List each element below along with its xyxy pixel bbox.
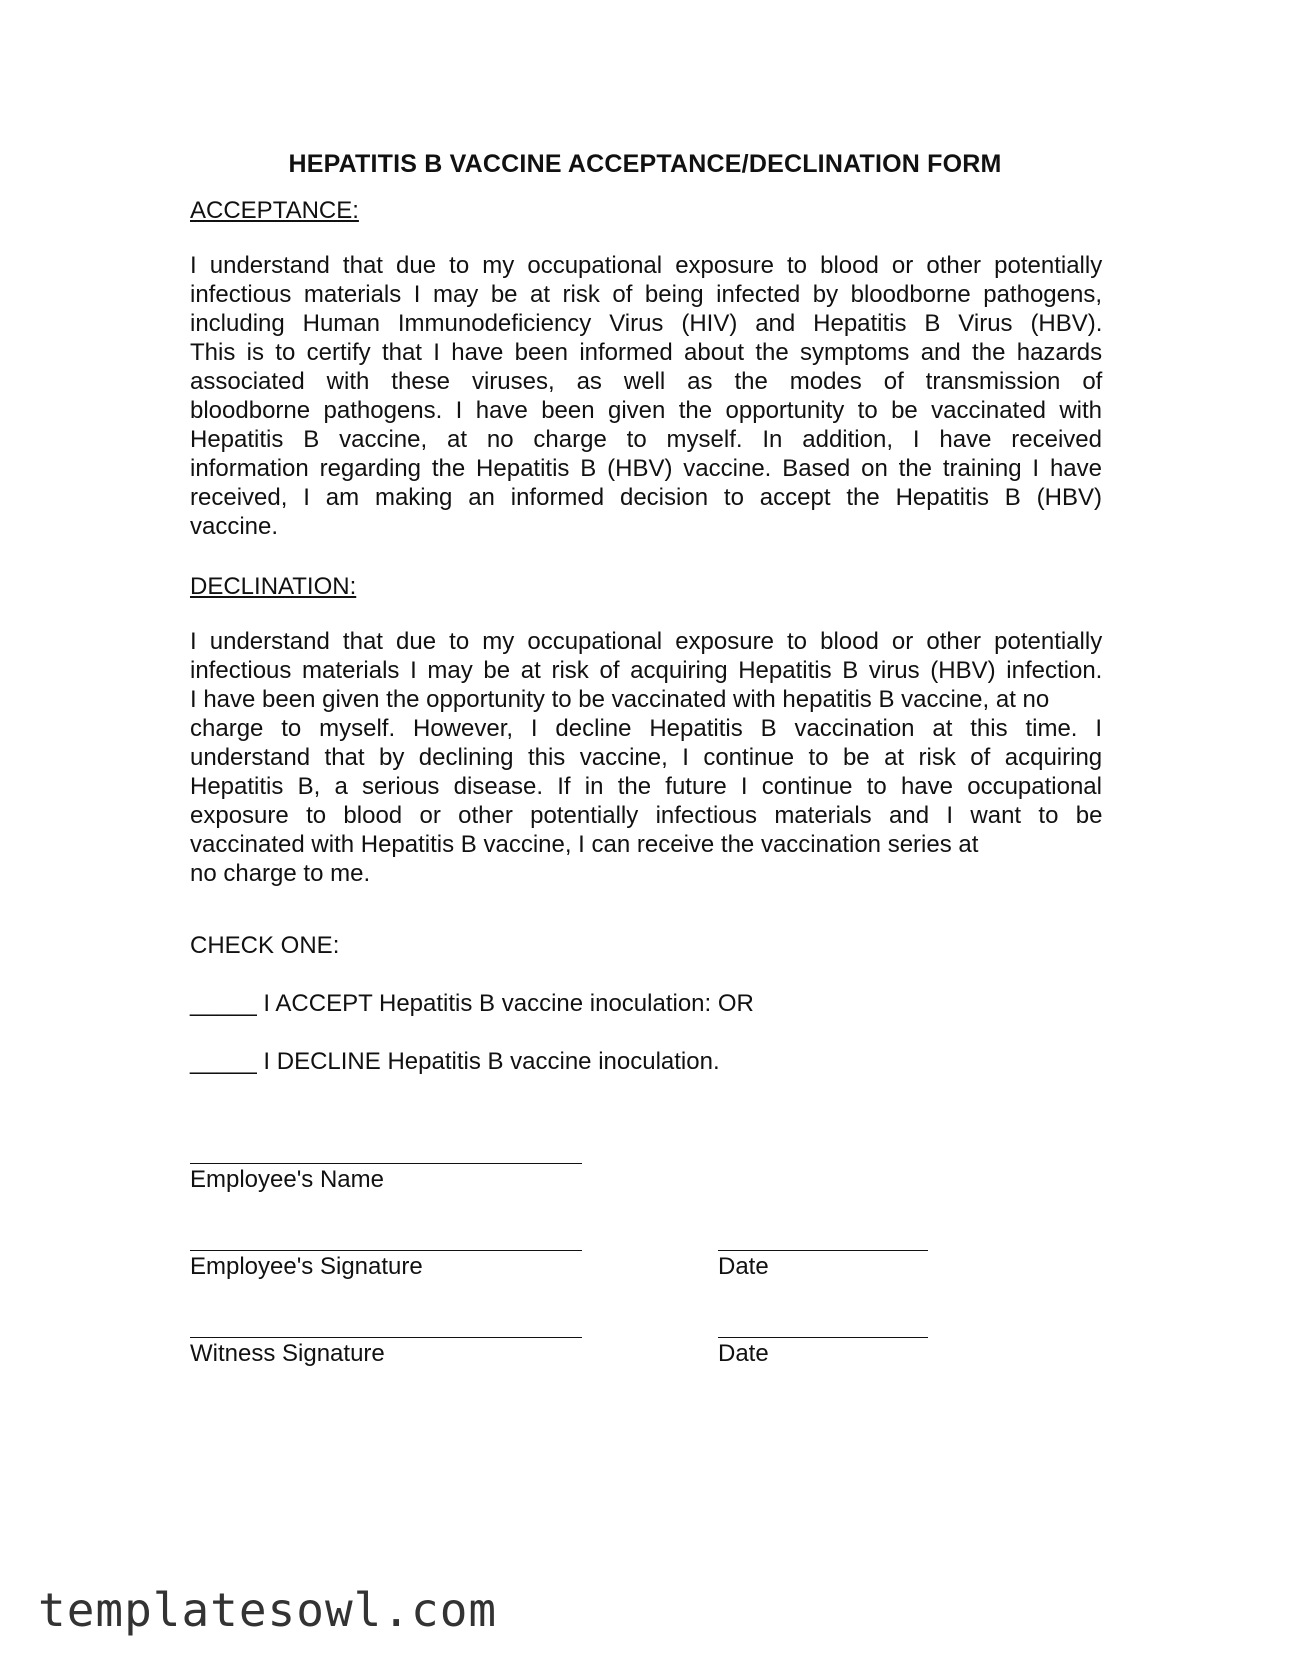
acceptance-line: bloodborne pathogens. I have been given the opportunity to be vaccinated with xyxy=(190,397,1102,424)
declination-line: charge to myself. However, I decline Hepatitis B vaccination at this time. I xyxy=(190,715,1102,742)
witness-signature-label: Witness Signature xyxy=(190,1340,385,1367)
declination-line: I have been given the opportunity to be vaccinated with hepatitis B vaccine, at no xyxy=(190,686,1050,713)
acceptance-line: vaccine. xyxy=(190,513,279,540)
employee-signature-line[interactable] xyxy=(190,1250,582,1251)
check-one-heading: CHECK ONE: xyxy=(190,932,340,959)
declination-line: no charge to me. xyxy=(190,860,371,887)
acceptance-line: including Human Immunodeficiency Virus (HIV) and Hepatitis B Virus (HBV). xyxy=(190,310,1103,337)
employee-name-line[interactable] xyxy=(190,1163,582,1164)
acceptance-heading xyxy=(190,196,1102,225)
declination-heading-text: DECLINATION: xyxy=(190,573,357,600)
declination-line: Hepatitis B, a serious disease. If in the future I continue to have occupational xyxy=(190,773,1102,800)
acceptance-line: Hepatitis B vaccine, at no charge to myself. In addition, I have received xyxy=(190,426,1102,453)
acceptance-heading-text: ACCEPTANCE: xyxy=(190,197,359,224)
declination-heading xyxy=(190,572,1102,601)
declination-line: understand that by declining this vaccine, I continue to be at risk of acquiring xyxy=(190,744,1103,771)
employee-date-line[interactable] xyxy=(718,1250,928,1251)
acceptance-line: infectious materials I may be at risk of being infected by bloodborne pathogens, xyxy=(190,281,1102,308)
form-title: HEPATITIS B VACCINE ACCEPTANCE/DECLINATION FORM xyxy=(288,150,1002,178)
decline-option[interactable]: _____ I DECLINE Hepatitis B vaccine inoculation. xyxy=(190,1048,720,1075)
watermark: templatesowl.com xyxy=(38,1583,498,1637)
employee-date-label: Date xyxy=(718,1253,769,1280)
acceptance-line: information regarding the Hepatitis B (HBV) vaccine. Based on the training I have xyxy=(190,455,1102,482)
acceptance-line: associated with these viruses, as well as the modes of transmission of xyxy=(190,368,1103,395)
witness-date-line[interactable] xyxy=(718,1337,928,1338)
declination-line: I understand that due to my occupational exposure to blood or other potentially xyxy=(190,628,1103,655)
witness-date-label: Date xyxy=(718,1340,769,1367)
declination-line: infectious materials I may be at risk of acquiring Hepatitis B virus (HBV) infection. xyxy=(190,657,1103,684)
employee-name-label: Employee's Name xyxy=(190,1166,384,1193)
declination-line: vaccinated with Hepatitis B vaccine, I can receive the vaccination series at xyxy=(190,831,979,858)
acceptance-line: received, I am making an informed decision to accept the Hepatitis B (HBV) xyxy=(190,484,1102,511)
acceptance-paragraph xyxy=(190,251,1102,541)
employee-signature-label: Employee's Signature xyxy=(190,1253,423,1280)
declination-line: exposure to blood or other potentially infectious materials and I want to be xyxy=(190,802,1103,829)
declination-paragraph xyxy=(190,627,1102,888)
accept-option[interactable]: _____ I ACCEPT Hepatitis B vaccine inoculation: OR xyxy=(190,990,754,1017)
acceptance-line: This is to certify that I have been informed about the symptoms and the hazards xyxy=(190,339,1103,366)
witness-signature-line[interactable] xyxy=(190,1337,582,1338)
acceptance-line: I understand that due to my occupational exposure to blood or other potentially xyxy=(190,252,1103,279)
